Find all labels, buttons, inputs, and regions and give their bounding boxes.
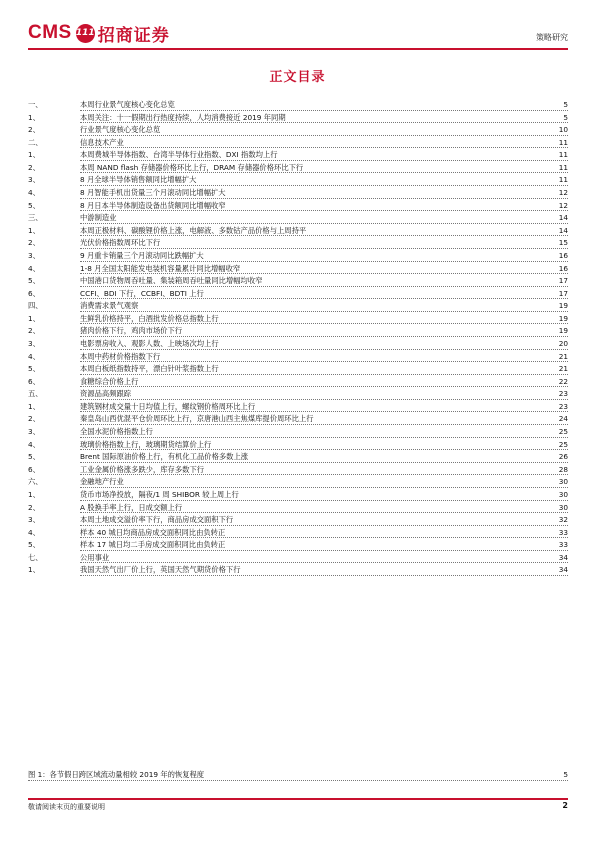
toc-entry-page: 23 xyxy=(558,401,568,411)
toc-entry-title: 本周土地成交溢价率下行，商品房成交面积下行 xyxy=(80,515,234,525)
toc-entry-title: 资源品高频跟踪 xyxy=(80,389,132,399)
toc-entry-number: 5、 xyxy=(28,452,40,462)
toc-entry-title: 本周中药材价格指数下行 xyxy=(80,351,161,361)
toc-entry[interactable] xyxy=(28,325,568,338)
toc-entry-number: 1、 xyxy=(28,565,40,575)
toc-entry-page: 16 xyxy=(558,263,568,273)
toc-entry-number: 2、 xyxy=(28,125,40,135)
toc-entry-number: 4、 xyxy=(28,263,40,273)
toc-entry[interactable] xyxy=(28,564,568,577)
toc-entry-title: CCFI、BDI 下行，CCBFI、BDTI 上行 xyxy=(80,288,204,298)
toc-entry[interactable] xyxy=(28,212,568,225)
toc-entry[interactable] xyxy=(28,263,568,276)
report-type-label: 策略研究 xyxy=(536,33,568,42)
toc-entry-number: 六、 xyxy=(28,477,43,487)
page-title: 正文目录 xyxy=(269,70,326,85)
toc-entry-title: 9 月重卡销量三个月滚动同比跌幅扩大 xyxy=(80,250,204,260)
toc-entry-title: 猪肉价格下行，鸡肉市场价下行 xyxy=(80,326,183,336)
toc-entry[interactable] xyxy=(28,137,568,150)
figure-list-entry[interactable] xyxy=(28,769,568,781)
logo-chinese-text: 招商证券 xyxy=(97,25,170,46)
toc-entry-page: 28 xyxy=(558,464,568,474)
toc-entry-page: 26 xyxy=(558,452,568,462)
toc-entry-page: 21 xyxy=(558,364,568,374)
toc-entry-title: 建筑钢材成交量十日均值上行，螺纹钢价格周环比上行 xyxy=(80,401,256,411)
toc-entry[interactable] xyxy=(28,426,568,439)
toc-entry-title: 玻璃价格指数上行，玻璃期货结算价上行 xyxy=(80,439,212,449)
toc-entry-page: 23 xyxy=(558,389,568,399)
toc-entry[interactable] xyxy=(28,476,568,489)
toc-entry-page: 11 xyxy=(558,162,568,172)
toc-entry-title: 公用事业 xyxy=(80,552,110,562)
toc-entry-page: 10 xyxy=(558,125,568,135)
toc-entry-page: 16 xyxy=(558,250,568,260)
toc-entry-page: 19 xyxy=(558,326,568,336)
toc-entry-number: 2、 xyxy=(28,238,40,248)
toc-entry[interactable] xyxy=(28,99,568,112)
toc-entry-number: 5、 xyxy=(28,276,40,286)
toc-entry[interactable] xyxy=(28,200,568,213)
toc-entry[interactable] xyxy=(28,149,568,162)
toc-entry-number: 1、 xyxy=(28,489,40,499)
toc-entry[interactable] xyxy=(28,539,568,552)
page-header xyxy=(28,20,568,50)
toc-entry-page: 14 xyxy=(558,213,568,223)
toc-entry-title: 样本 17 城日均二手房成交面积同比由负转正 xyxy=(80,540,226,550)
toc-entry[interactable] xyxy=(28,174,568,187)
toc-entry-number: 3、 xyxy=(28,250,40,260)
toc-entry[interactable] xyxy=(28,451,568,464)
toc-entry-page: 25 xyxy=(558,439,568,449)
toc-entry-number: 2、 xyxy=(28,162,40,172)
toc-entry-page: 34 xyxy=(558,552,568,562)
toc-entry-title: 秦皇岛山西优混平仓价周环比上行，京唐港山西主焦煤库提价周环比上行 xyxy=(80,414,314,424)
toc-entry-title: 样本 40 城日均商品房成交面积同比由负转正 xyxy=(80,527,226,537)
toc-entry-title: 光伏价格指数周环比下行 xyxy=(80,238,161,248)
toc-entry[interactable] xyxy=(28,288,568,301)
toc-entry[interactable] xyxy=(28,401,568,414)
toc-entry-title: 中国港口货物周吞吐量、集装箱周吞吐量同比增幅均收窄 xyxy=(80,276,263,286)
toc-entry-number: 1、 xyxy=(28,150,40,160)
toc-entry[interactable] xyxy=(28,300,568,313)
toc-entry-number: 一、 xyxy=(28,100,43,109)
toc-entry-number: 6、 xyxy=(28,288,40,298)
toc-entry-title: 中游制造业 xyxy=(80,213,117,223)
toc-entry[interactable] xyxy=(28,502,568,515)
toc-entry-title: 8 月全球半导体销售额同比增幅扩大 xyxy=(80,175,197,185)
toc-entry-page: 19 xyxy=(558,313,568,323)
toc-entry[interactable] xyxy=(28,338,568,351)
toc-entry-title: 行业景气度核心变化总览 xyxy=(80,125,161,135)
toc-entry-number: 1、 xyxy=(28,313,40,323)
toc-entry-page: 12 xyxy=(558,200,568,210)
toc-entry-page: 19 xyxy=(558,301,568,311)
toc-entry-number: 4、 xyxy=(28,188,40,198)
toc-entry-page: 17 xyxy=(558,276,568,286)
toc-entry-title: 8 月日本半导体制造设备出货额同比增幅收窄 xyxy=(80,200,226,210)
toc-entry-number: 4、 xyxy=(28,439,40,449)
toc-entry-page: 15 xyxy=(558,238,568,248)
toc-entry-title: 货币市场净投放，隔夜/1 周 SHIBOR 较上周上行 xyxy=(80,489,239,499)
toc-entry-title: 本周 NAND flash 存储器价格环比上行，DRAM 存储器价格环比下行 xyxy=(80,162,304,172)
toc-entry[interactable] xyxy=(28,237,568,250)
toc-entry[interactable] xyxy=(28,413,568,426)
toc-entry-page: 30 xyxy=(558,489,568,499)
header-divider xyxy=(28,48,568,50)
disclaimer-note: 敬请阅读末页的重要说明 xyxy=(28,803,105,811)
toc-entry-number: 3、 xyxy=(28,338,40,348)
toc-entry-page: 20 xyxy=(558,338,568,348)
toc-entry-page: 32 xyxy=(558,515,568,525)
toc-entry[interactable] xyxy=(28,162,568,175)
toc-entry-number: 1、 xyxy=(28,225,40,235)
toc-entry-page: 22 xyxy=(558,376,568,386)
toc-entry-title: 工业金属价格涨多跌少，库存多数下行 xyxy=(80,464,205,474)
toc-entry-page: 5 xyxy=(563,100,568,109)
toc-entry[interactable] xyxy=(28,388,568,401)
toc-entry-title: Brent 国际原油价格上行，有机化工品价格多数上涨 xyxy=(80,452,249,462)
toc-entry-page: 21 xyxy=(558,351,568,361)
logo-mark-icon: 111 xyxy=(76,24,95,43)
toc-entry[interactable] xyxy=(28,489,568,502)
logo-latin-text: CMS xyxy=(28,22,72,43)
toc-entry-page: 11 xyxy=(558,150,568,160)
toc-entry-page: 30 xyxy=(558,477,568,487)
company-logo xyxy=(28,20,170,46)
toc-entry[interactable] xyxy=(28,112,568,125)
toc-entry[interactable] xyxy=(28,187,568,200)
figure-entry-title: 图 1：各节假日跨区域流动量相较 2019 年的恢复程度 xyxy=(28,770,205,779)
toc-entry-number: 2、 xyxy=(28,502,40,512)
toc-entry-title: 本周白板纸指数持平，漂白针叶浆指数上行 xyxy=(80,364,219,374)
toc-entry-number: 3、 xyxy=(28,175,40,185)
page-number: 2 xyxy=(562,801,568,810)
toc-entry-number: 6、 xyxy=(28,376,40,386)
toc-entry[interactable] xyxy=(28,250,568,263)
toc-entry[interactable] xyxy=(28,313,568,326)
figure-entry-page: 5 xyxy=(563,770,568,779)
toc-entry-title: 金融地产行业 xyxy=(80,477,124,487)
toc-entry-number: 4、 xyxy=(28,527,40,537)
toc-entry-number: 1、 xyxy=(28,112,40,122)
toc-entry-title: 本周关注：十一假期出行热度持续，人均消费接近 2019 年同期 xyxy=(80,112,286,122)
toc-entry[interactable] xyxy=(28,514,568,527)
toc-entry[interactable] xyxy=(28,464,568,477)
toc-entry-number: 4、 xyxy=(28,351,40,361)
toc-entry-number: 二、 xyxy=(28,137,43,147)
toc-entry-number: 6、 xyxy=(28,464,40,474)
toc-entry[interactable] xyxy=(28,376,568,389)
toc-entry-title: 生鲜乳价格持平，白酒批发价格总指数上行 xyxy=(80,313,219,323)
footer-divider xyxy=(28,798,568,800)
toc-entry[interactable] xyxy=(28,351,568,364)
toc-entry-number: 1、 xyxy=(28,401,40,411)
toc-entry-number: 2、 xyxy=(28,414,40,424)
toc-entry-page: 24 xyxy=(558,414,568,424)
toc-entry-page: 5 xyxy=(563,112,568,122)
toc-entry-title: 本周费城半导体指数、台湾半导体行业指数、DXI 指数均上行 xyxy=(80,150,278,160)
toc-entry-title: 8 月智能手机出货量三个月滚动同比增幅扩大 xyxy=(80,188,226,198)
toc-entry-number: 2、 xyxy=(28,326,40,336)
toc-entry-page: 14 xyxy=(558,225,568,235)
toc-entry[interactable] xyxy=(28,552,568,565)
toc-entry-number: 四、 xyxy=(28,301,43,311)
toc-entry-number: 五、 xyxy=(28,389,43,399)
toc-entry-page: 11 xyxy=(558,175,568,185)
toc-entry[interactable] xyxy=(28,439,568,452)
toc-entry-page: 25 xyxy=(558,427,568,437)
toc-entry[interactable] xyxy=(28,225,568,238)
toc-entry-title: 消费需求景气观察 xyxy=(80,301,139,311)
toc-entry-page: 34 xyxy=(558,565,568,575)
toc-entry-number: 七、 xyxy=(28,552,43,562)
toc-entry-page: 33 xyxy=(558,527,568,537)
toc-entry-page: 11 xyxy=(558,137,568,147)
toc-entry[interactable] xyxy=(28,527,568,540)
toc-entry-title: 电影票房收入、观影人数、上映场次均上行 xyxy=(80,338,219,348)
table-of-contents xyxy=(28,99,568,577)
toc-entry-number: 5、 xyxy=(28,200,40,210)
toc-entry-title: 食糖综合价格上行 xyxy=(80,376,139,386)
toc-entry-page: 30 xyxy=(558,502,568,512)
toc-entry-title: 全国水泥价格指数上行 xyxy=(80,427,153,437)
toc-entry-title: 1-8 月全国太阳能发电装机容量累计同比增幅收窄 xyxy=(80,263,241,273)
toc-entry-number: 5、 xyxy=(28,364,40,374)
toc-entry-number: 三、 xyxy=(28,213,43,223)
toc-entry-page: 17 xyxy=(558,288,568,298)
toc-entry[interactable] xyxy=(28,363,568,376)
toc-entry-number: 3、 xyxy=(28,427,40,437)
toc-entry-title: 我国天然气出厂价上行，英国天然气期货价格下行 xyxy=(80,565,241,575)
toc-entry[interactable] xyxy=(28,124,568,137)
toc-entry-page: 12 xyxy=(558,188,568,198)
toc-entry-page: 33 xyxy=(558,540,568,550)
toc-entry-title: 信息技术产业 xyxy=(80,137,124,147)
toc-entry-title: 本周行业景气度核心变化总览 xyxy=(80,100,175,109)
toc-entry-title: 本周正极材料、碳酸锂价格上涨，电解液、多数钴产品价格与上周持平 xyxy=(80,225,307,235)
toc-entry-number: 3、 xyxy=(28,515,40,525)
toc-entry[interactable] xyxy=(28,275,568,288)
toc-entry-number: 5、 xyxy=(28,540,40,550)
toc-entry-title: A 股换手率上行，日成交额上行 xyxy=(80,502,183,512)
